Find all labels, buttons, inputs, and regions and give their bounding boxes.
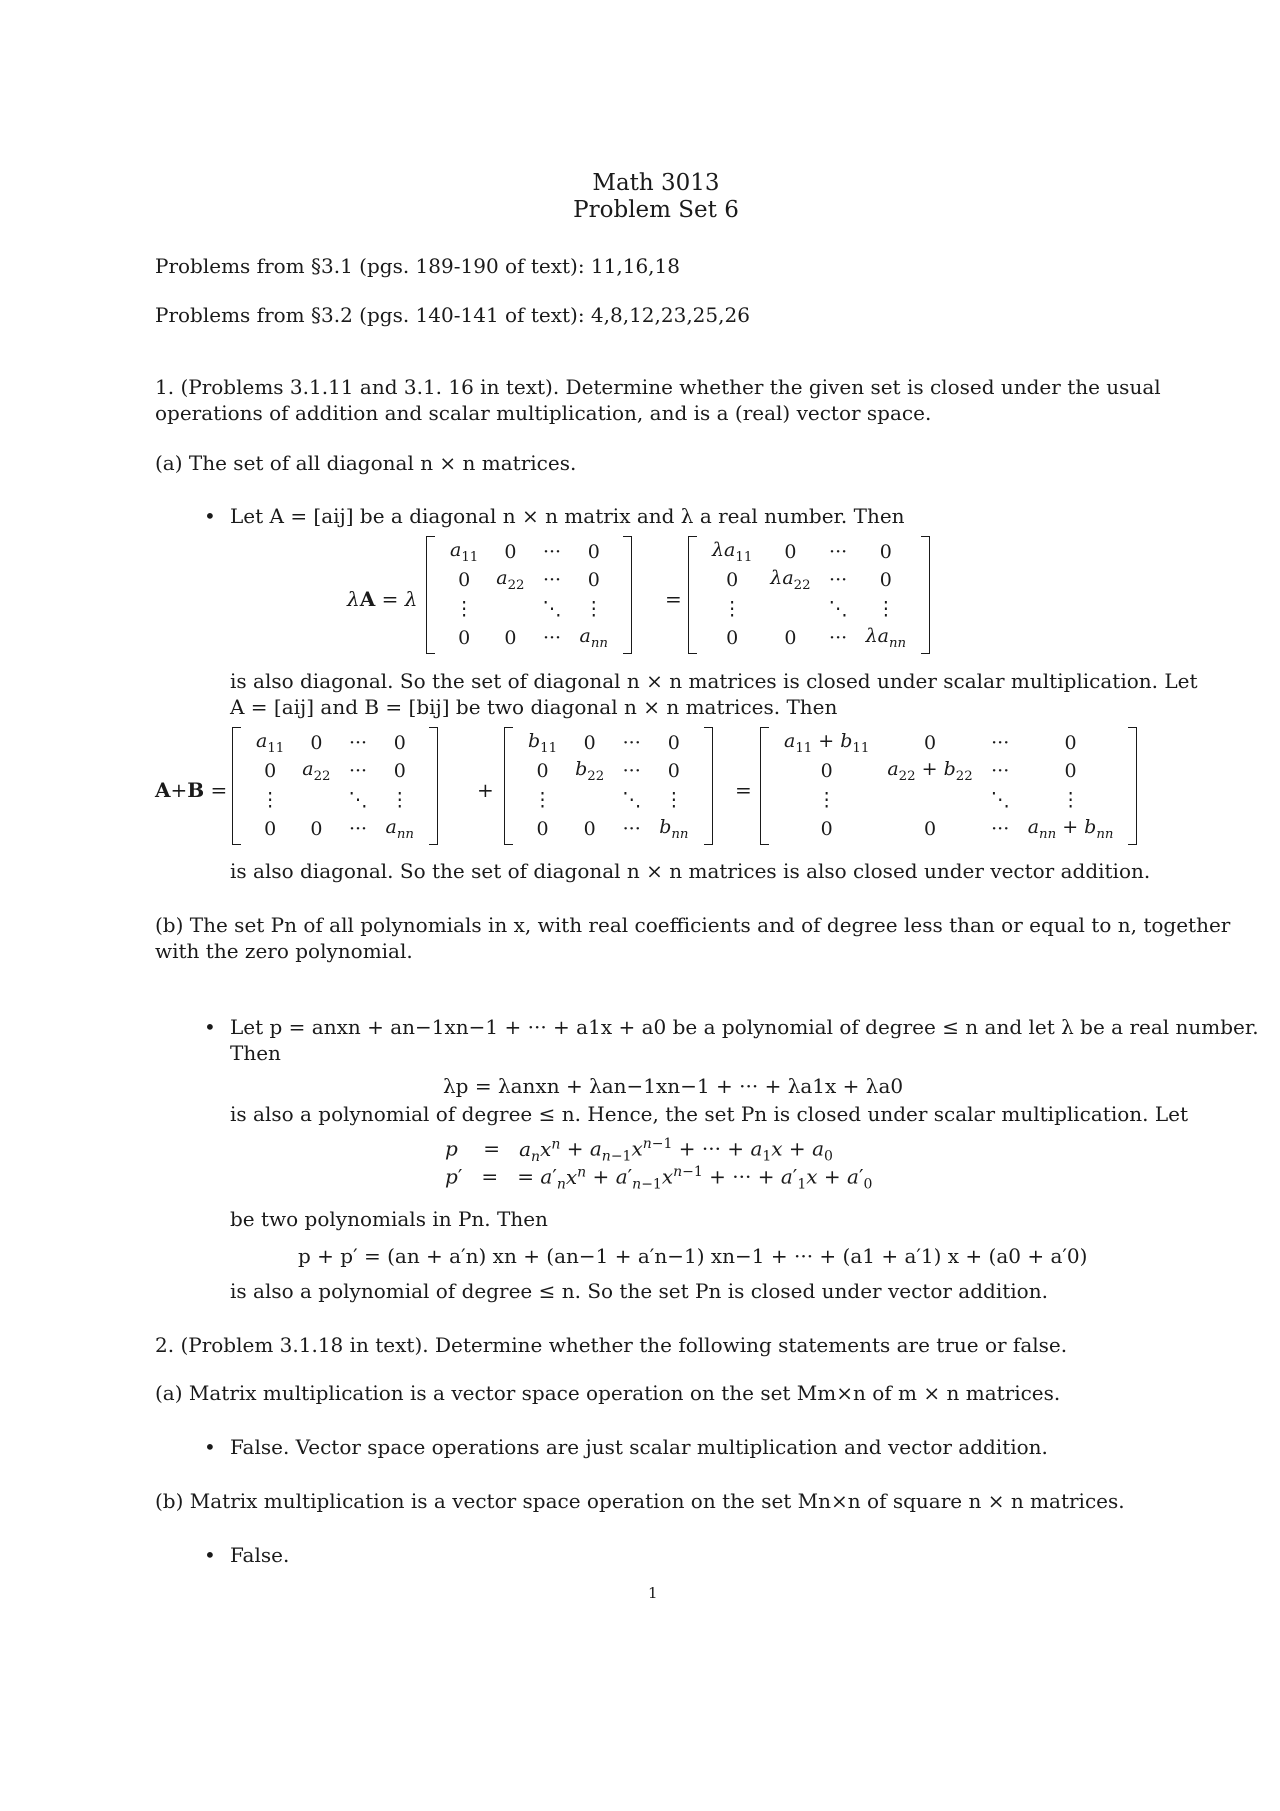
poly-p-prime-definition: p′ = = $a'_nx^n + a'_{n-1}x^{n-1}$ + ··· + $a'_1x + a'_0$ <box>445 1164 873 1193</box>
matrix-a-diagonal: $a_{11}$ 0 ··· 0 0 $a_{22}$ ··· 0 ⋮ ⋱ ⋮ 0 0 ··· $a_{nn}$ <box>426 536 632 654</box>
problem2-part-b-answer: • False. <box>230 1542 289 1568</box>
scalar-multiple-equation: λp = λanxn + λan−1xn−1 + ··· + λa1x + λa0 <box>443 1074 904 1098</box>
part-a-text3: is also diagonal. So the set of diagonal n × n matrices is also closed under vector addition. <box>230 859 1151 883</box>
problem2-part-b: (b) Matrix multiplication is a vector space operation on the set Mn×n of square n × n matrices. <box>155 1489 1125 1513</box>
equals-sign: = <box>665 587 682 611</box>
plus-sign: + <box>477 778 494 802</box>
lambda-a-label: λA = λ <box>347 587 418 611</box>
equals-sign-2: = <box>735 778 752 802</box>
problem2-part-a: (a) Matrix multiplication is a vector space operation on the set Mm×n of m × n matrices. <box>155 1381 1061 1405</box>
part-b-text3: is also a polynomial of degree ≤ n. So the set Pn is closed under vector addition. <box>230 1279 1048 1303</box>
part-a-text1: is also diagonal. So the set of diagonal n × n matrices is closed under scalar multiplication. Let <box>230 669 1198 693</box>
matrix-a: $a_{11}$ 0 ··· 0 0 $a_{22}$ ··· 0 ⋮ ⋱ ⋮ 0 0 ··· $a_{nn}$ <box>232 727 438 845</box>
problem1-part-a: (a) The set of all diagonal n × n matrices. <box>155 451 577 475</box>
problem2-intro: 2. (Problem 3.1.18 in text). Determine whether the following statements are true or false. <box>155 1333 1068 1357</box>
problem1-intro-line2: operations of addition and scalar multiplication, and is a (real) vector space. <box>155 401 932 425</box>
sum-equation: p + p′ = (an + a′n) xn + (an−1 + a′n−1) xn−1 + ··· + (a1 + a′1) x + (a0 + a′0) <box>298 1244 1088 1268</box>
course-title: Math 3013 <box>592 170 720 196</box>
matrix-b: $b_{11}$ 0 ··· 0 0 $b_{22}$ ··· 0 ⋮ ⋱ ⋮ 0 0 ··· $b_{nn}$ <box>504 727 713 845</box>
matrix-sum: $a_{11} + b_{11}$ 0 ··· 0 0 $a_{22} + b_{22}$ ··· 0 ⋮ ⋱ ⋮ 0 0 ··· $a_{nn} + b_{nn}$ <box>760 727 1137 845</box>
part-b-text1: is also a polynomial of degree ≤ n. Hence, the set Pn is closed under scalar multiplication. Let <box>230 1102 1189 1126</box>
page-number: 1 <box>648 1584 658 1602</box>
problem1-part-b-line1: (b) The set Pn of all polynomials in x, with real coefficients and of degree less than or equal to n, together <box>155 913 1231 937</box>
assignment-3-1: Problems from §3.1 (pgs. 189-190 of text): 11,16,18 <box>155 254 680 278</box>
problem2-part-a-answer: • False. Vector space operations are just scalar multiplication and vector addition. <box>230 1434 1048 1460</box>
part-a-text2: A = [aij] and B = [bij] be two diagonal n × n matrices. Then <box>230 695 838 719</box>
problem-set-title: Problem Set 6 <box>573 197 739 223</box>
part-b-text2: be two polynomials in Pn. Then <box>230 1207 548 1231</box>
problem1-part-b-line2: with the zero polynomial. <box>155 939 413 963</box>
a-plus-b-label: A+B = <box>155 778 228 802</box>
poly-p-definition: p = $a_nx^n + a_{n-1}x^{n-1}$ + ··· + $a_1x + a_0$ <box>445 1136 833 1165</box>
matrix-lambda-a: $\lambda a_{11}$ 0 ··· 0 0 $\lambda a_{22}$ ··· 0 ⋮ ⋱ ⋮ 0 0 ··· $\lambda a_{nn}$ <box>688 536 930 654</box>
part-a-bullet: • Let A = [aij] be a diagonal n × n matrix and λ a real number. Then <box>230 503 905 529</box>
assignment-3-2: Problems from §3.2 (pgs. 140-141 of text): 4,8,12,23,25,26 <box>155 303 750 327</box>
part-b-bullet-line2: Then <box>230 1041 281 1065</box>
problem1-intro-line1: 1. (Problems 3.1.11 and 3.1. 16 in text). Determine whether the given set is closed under the usual <box>155 375 1161 399</box>
part-b-bullet-line1: • Let p = anxn + an−1xn−1 + ··· + a1x + a0 be a polynomial of degree ≤ n and let λ be a real number. <box>230 1014 1259 1040</box>
